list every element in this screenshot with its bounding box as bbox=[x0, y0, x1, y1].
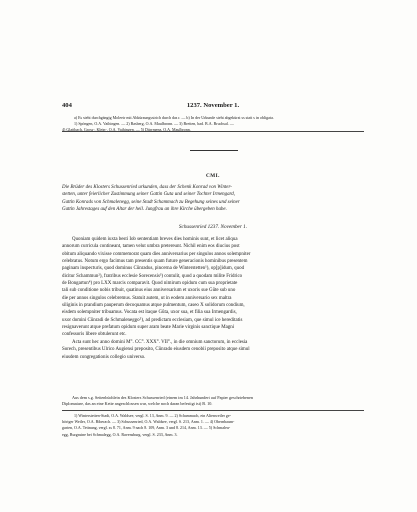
body-line: resignaverunt atque prefatum opidum super aram beate Marie virginis sanctique Magni bbox=[62, 325, 235, 331]
document-number: CMI. bbox=[206, 173, 220, 179]
footnote-line: egg, Burgruine bei Schmalegg, O.A. Ravensburg, vergl. S. 233, Anm. 3. bbox=[62, 431, 178, 437]
body-line: siliginis in prandium pauperum decoquamus atque pulmentum, caseo X solidorum condium, bbox=[62, 303, 245, 309]
body-line: eiusdem congregationis collegio universo. bbox=[62, 354, 146, 360]
page-header bbox=[62, 102, 364, 110]
summary-line: Gattin Jahrestages auf den Altar der heil. Jungfrau an ihre Kirche übergeben habe. bbox=[62, 206, 227, 212]
footnote-line: 4) Glattbach, Gross-, Klein-, O.A. Vaihingen. — 5) Dürrmenz, O.A. Maulbronn. bbox=[62, 127, 191, 132]
body-line: celebratus. Notum ergo facimus tam presentis quam future generacionis hominibus presentem bbox=[62, 259, 248, 265]
divider-bottom bbox=[62, 410, 364, 411]
page-number: 404 bbox=[62, 102, 72, 109]
body-line: confessoris libere obtulerunt etc. bbox=[62, 332, 127, 338]
body-line: die per annos singulos celebremus. Statuit autem, ut in eodem anniversario sex maltra bbox=[62, 295, 232, 301]
body-line: eisdem solempniter tribuamus. Vocata est itaque Gûta, uxor sua, et filia sua Irmengardis, bbox=[62, 310, 237, 316]
divider-section bbox=[190, 150, 238, 151]
summary-line: Die Brüder des Klosters Schussenried urkunden, dass der Schenk Konrad von Winter- bbox=[62, 185, 232, 190]
footnotes-bottom bbox=[62, 413, 364, 438]
running-title: 1237. November 1. bbox=[186, 102, 240, 109]
source-line: Aus dem s.g. Seitenbüchlein des Klosters Schussenried (einem im 14. Jahrhundert auf Papier geschriebenen bbox=[72, 395, 253, 400]
body-line: tali sub conditione nobis tribuit, quatinus eius anniversarium et uxoris sue Gûte sub uno bbox=[62, 288, 236, 294]
footnote-line: garten, O.A. Tettnang, vergl. ss 8. 71, Anm. 9 nach 8. 109, Anm. 3 und 8. 214, Anm. 13. — 5) Schmaleu- bbox=[62, 425, 231, 431]
source-note bbox=[62, 395, 364, 407]
body-line: obitum aliquando vixisse commemorat quam dies anniversarius per singulos annos solempniter bbox=[62, 251, 251, 257]
body-line: dicitur Schammun²), fratribus ecclesie Sorecensis³) contulit, quod a quodam milite Fridrico bbox=[62, 273, 243, 279]
charter-text bbox=[62, 236, 364, 361]
body-line: annorum curricula contineant, tamen velut umbra pretereunt. Nichil enim eos diucius post bbox=[62, 244, 240, 250]
body-line: Quoniam quidem iuxta besti Iob sententiam breves dies hominis sunt, et licet aliqua bbox=[72, 237, 238, 242]
source-line: Diplomatare, das an eine Kette angeschlossen war, welche noch daran befestigt ist) B. 10. bbox=[62, 401, 213, 406]
footnote-line: höriger Weiler, O.A. Biberach. — 3) Schussenried, O.A. Waldsee, vergl. S. 213, Anm. 1. — 4) Obernbaum- bbox=[62, 419, 235, 425]
body-line: Sorech, presentibus Ulrico Augiensi preposito, Cûnrado eiusdem cenobii preposito atque simul bbox=[62, 347, 250, 353]
divider-top bbox=[62, 131, 364, 132]
summary-line: Gattin Konrads von Schmalenegg, seine Stadt Schammach zu Begehung seines und seiner bbox=[62, 199, 240, 205]
footnote-line: a) Es steht durchgängig Moleeir mit Abkürzungsstrich durch das r. — b) In der Urkunde steht abgekürzt ss statt s in obligata. bbox=[74, 115, 274, 120]
footnote-line: 1) Winterstetten-Stadt, O.A. Waldsee, vergl. S. 13, Anm. 9. — 2) Schammach, ein Altenweiler ge- bbox=[74, 413, 232, 418]
summary-line: stetten, unter feierlicher Zustimmung seiner Gattin Guta und seiner Tochter Irmengard, bbox=[62, 192, 235, 198]
body-line: de Bongartun⁴) pro LXX marcis comparavit. Quod nimirum opidum cum sua proprietate bbox=[62, 281, 238, 287]
body-line: paginam inspecturis, quod dominus Cûnradus, pincerna de Winterstetten¹), op[p]idum, quod bbox=[62, 266, 245, 272]
place-date: Schussenried 1237. November 1. bbox=[178, 224, 248, 230]
document-summary bbox=[62, 184, 364, 213]
body-line: uxor domini Cûnradi de Schmaleneggo⁵), ad predictam ecclesiam, que simul ice hereditatis bbox=[62, 317, 243, 323]
footnote-line: 1) Spöngen, O.A. Vaihingen. — 2) Basberg, O.A. Maulbronn. — 3) Bretten, bad. B.A. Bruchsal. — bbox=[74, 121, 234, 126]
body-line: Acta sunt hec anno domini M°. CC°. XXX°. VII°., in die omnium sanctorum, in ecclesia bbox=[72, 339, 248, 345]
